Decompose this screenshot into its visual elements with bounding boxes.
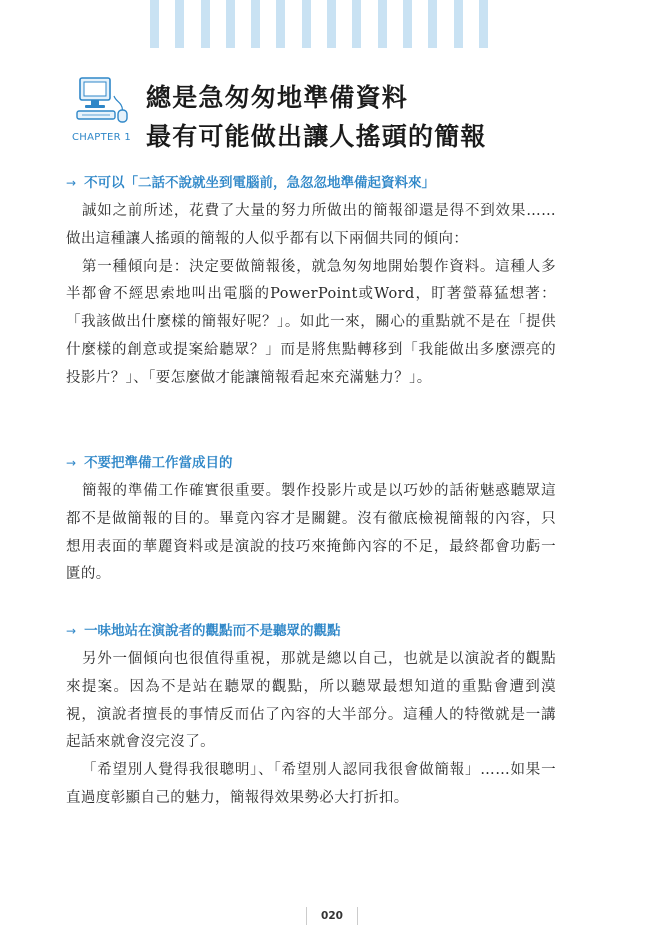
stripe	[175, 0, 184, 48]
stripe	[150, 0, 159, 48]
section-heading	[66, 452, 556, 474]
stripe	[428, 0, 437, 48]
arrow-right-icon: →	[66, 176, 77, 190]
stripe	[479, 0, 488, 48]
stripe	[378, 0, 387, 48]
section-body	[66, 198, 556, 393]
arrow-right-icon: →	[66, 624, 77, 638]
stripe	[201, 0, 210, 48]
section-body	[66, 646, 556, 813]
stripe	[302, 0, 311, 48]
header-stripes	[150, 0, 488, 48]
title-line-1: 總是急匆匆地準備資料	[146, 83, 409, 112]
computer-icon	[74, 74, 134, 124]
section-heading-text: 不可以「二話不說就坐到電腦前，急忽忽地準備起資料來」	[84, 175, 436, 191]
section-heading-text: 一味地站在演說者的觀點而不是聽眾的觀點	[84, 623, 341, 639]
arrow-right-icon: →	[66, 456, 77, 470]
stripe	[352, 0, 361, 48]
section-3	[66, 620, 556, 813]
section-2	[66, 452, 556, 589]
paragraph: 簡報的準備工作確實很重要。製作投影片或是以巧妙的話術魅惑聽眾這都不是做簡報的目的。畢竟內容才是關鍵。沒有徹底檢視簡報的內容，只想用表面的華麗資料或是演說的技巧來掩飾內容的不足，最終都會功虧一匱的。	[66, 483, 556, 583]
paragraph: 另外一個傾向也很值得重視，那就是總以自己，也就是以演說者的觀點來提案。因為不是站在聽眾的觀點，所以聽眾最想知道的重點會遭到漠視，演說者擅長的事情反而佔了內容的大半部分。這種人的特徵就是一講起話來就會沒完沒了。	[66, 651, 556, 751]
stripe	[276, 0, 285, 48]
stripe	[226, 0, 235, 48]
paragraph: 誠如之前所述，花費了大量的努力所做出的簡報卻還是得不到效果……做出這種讓人搖頭的簡報的人似乎都有以下兩個共同的傾向：	[66, 203, 556, 247]
stripe	[327, 0, 336, 48]
section-heading	[66, 620, 556, 642]
title-line-2: 最有可能做出讓人搖頭的簡報	[146, 122, 487, 151]
section-heading	[66, 172, 556, 194]
paragraph: 「希望別人覺得我很聰明」、「希望別人認同我很會做簡報」……如果一直過度彰顯自己的魅力，簡報得效果勢必大打折扣。	[66, 762, 556, 806]
stripe	[403, 0, 412, 48]
stripe	[454, 0, 463, 48]
section-heading-text: 不要把準備工作當成目的	[84, 455, 233, 471]
chapter-label: CHAPTER 1	[72, 132, 131, 143]
paragraph: 第一種傾向是：決定要做簡報後，就急匆匆地開始製作資料。這種人多半都會不經思索地叫出電腦的PowerPoint或Word，盯著螢幕猛想著：「我該做出什麼樣的簡報好呢？」。如此一來，關心的重點就不是在「提供什麼樣的創意或提案給聽眾？」而是將焦點轉移到「我能做出多麼漂亮的投影片？」、「要怎麼做才能讓簡報看起來充滿魅力？」。	[66, 258, 556, 386]
section-body	[66, 478, 556, 589]
stripe	[251, 0, 260, 48]
section-1	[66, 172, 556, 393]
page-number: 020	[306, 907, 358, 925]
chapter-title	[146, 78, 487, 156]
